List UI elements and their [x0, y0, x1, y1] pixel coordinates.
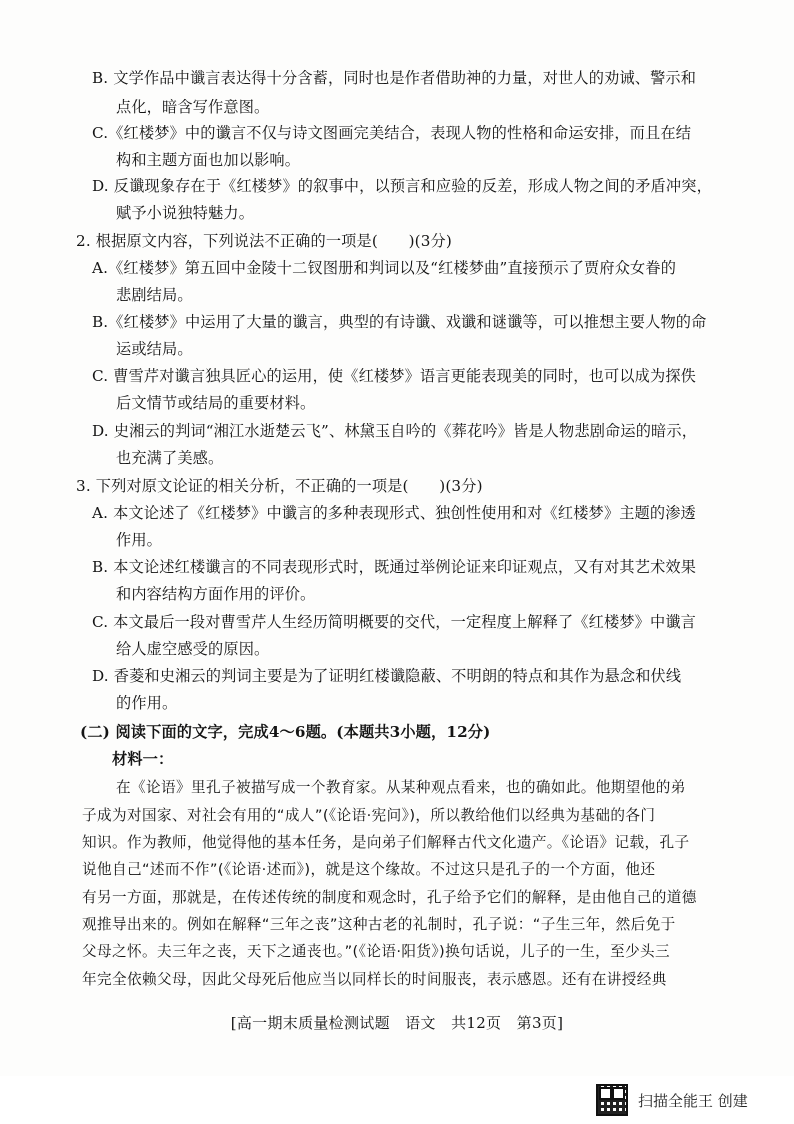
q1-option-b-line2: 点化，暗含写作意图。: [116, 98, 270, 116]
q3-option-c-line1: C. 本文最后一段对曹雪芹人生经历简明概要的交代，一定程度上解释了《红楼梦》中谶言: [92, 613, 697, 631]
q1-option-d-line2: 赋予小说独特魅力。: [116, 204, 255, 222]
q2-option-b-line2: 运或结局。: [116, 340, 193, 358]
q2-option-b-line1: B.《红楼梦》中运用了大量的谶言，典型的有诗谶、戏谶和谜谶等，可以推想主要人物的命: [92, 313, 707, 331]
q3-stem: 3. 下列对原文论证的相关分析，不正确的一项是( )(3分): [76, 477, 483, 495]
page-footer: [高一期末质量检测试题 语文 共12页 第3页]: [230, 1014, 564, 1032]
q3-option-b-line2: 和内容结构方面作用的评价。: [116, 585, 316, 603]
passage-line: 年完全依赖父母，因此父母死后他应当以同样长的时间服丧，表示感恩。还有在讲授经典: [82, 971, 667, 988]
q2-option-a-line2: 悲剧结局。: [116, 286, 193, 304]
q2-option-d-line2: 也充满了美感。: [116, 449, 224, 467]
q3-option-d-line2: 的作用。: [116, 694, 178, 712]
q2-option-d-line1: D. 史湘云的判词“湘江水逝楚云飞”、林黛玉自吟的《葬花吟》皆是人物悲剧命运的暗示，: [92, 422, 698, 440]
q2-option-c-line1: C. 曹雪芹对谶言独具匠心的运用，使《红楼梦》语言更能表现美的同时，也可以成为探佚: [92, 367, 697, 385]
q3-option-d-line1: D. 香菱和史湘云的判词主要是为了证明红楼谶隐蔽、不明朗的特点和其作为悬念和伏线: [92, 667, 682, 685]
passage-line: 在《论语》里孔子被描写成一个教育家。从某种观点看来，也的确如此。他期望他的弟: [116, 779, 686, 796]
q3-option-b-line1: B. 本文论述红楼谶言的不同表现形式时，既通过举例论证来印证观点，又有对其艺术效果: [92, 558, 697, 576]
q2-option-a-line1: A.《红楼梦》第五回中金陵十二钗图册和判词以及“红楼梦曲”直接预示了贾府众女眷的: [92, 259, 677, 277]
q2-option-c-line2: 后文情节或结局的重要材料。: [116, 394, 316, 412]
material-label: 材料一：: [112, 750, 174, 768]
passage-line: 观推导出来的。例如在解释“三年之丧”这种古老的礼制时，孔子说：“子生三年，然后免于: [82, 916, 676, 933]
q1-option-d-line1: D. 反谶现象存在于《红楼梦》的叙事中，以预言和应验的反差，形成人物之间的矛盾冲突，: [92, 177, 712, 195]
q3-option-c-line2: 给人虚空感受的原因。: [116, 640, 270, 658]
qr-code-icon: [596, 1084, 628, 1116]
q3-option-a-line1: A. 本文论述了《红楼梦》中谶言的多种表现形式、独创性使用和对《红楼梦》主题的渗透: [92, 504, 696, 522]
q1-option-c-line1: C.《红楼梦》中的谶言不仅与诗文图画完美结合，表现人物的性格和命运安排，而且在结: [92, 124, 692, 142]
passage-line: 父母之怀。夫三年之丧，天下之通丧也。”(《论语·阳货》)换句话说，儿子的一生，至少头三: [82, 943, 671, 960]
passage-line: 子成为对国家、对社会有用的“成人”(《论语·宪问》)，所以教给他们以经典为基础的各门: [82, 807, 656, 824]
passage-line: 说他自己“述而不作”(《论语·述而》)，就是这个缘故。不过这只是孔子的一个方面，他还: [82, 861, 656, 878]
q1-option-b-line1: B. 文学作品中谶言表达得十分含蓄，同时也是作者借助神的力量，对世人的劝诫、警示和: [92, 69, 697, 87]
q2-stem: 2. 根据原文内容，下列说法不正确的一项是( )(3分): [76, 232, 452, 250]
passage-line: 有另一方面，那就是，在传述传统的制度和观念时，孔子给予它们的解释，是由他自己的道德: [82, 889, 697, 906]
q3-option-a-line2: 作用。: [116, 531, 163, 549]
q1-option-c-line2: 构和主题方面也加以影响。: [116, 151, 301, 169]
scanner-watermark-label: 扫描全能王 创建: [638, 1092, 748, 1110]
section2-heading: (二) 阅读下面的文字，完成4～6题。(本题共3小题，12分): [80, 723, 491, 741]
passage-line: 知识。作为教师，他觉得他的基本任务，是向弟子们解释古代文化遗产。《论语》记载，孔子: [82, 834, 690, 851]
